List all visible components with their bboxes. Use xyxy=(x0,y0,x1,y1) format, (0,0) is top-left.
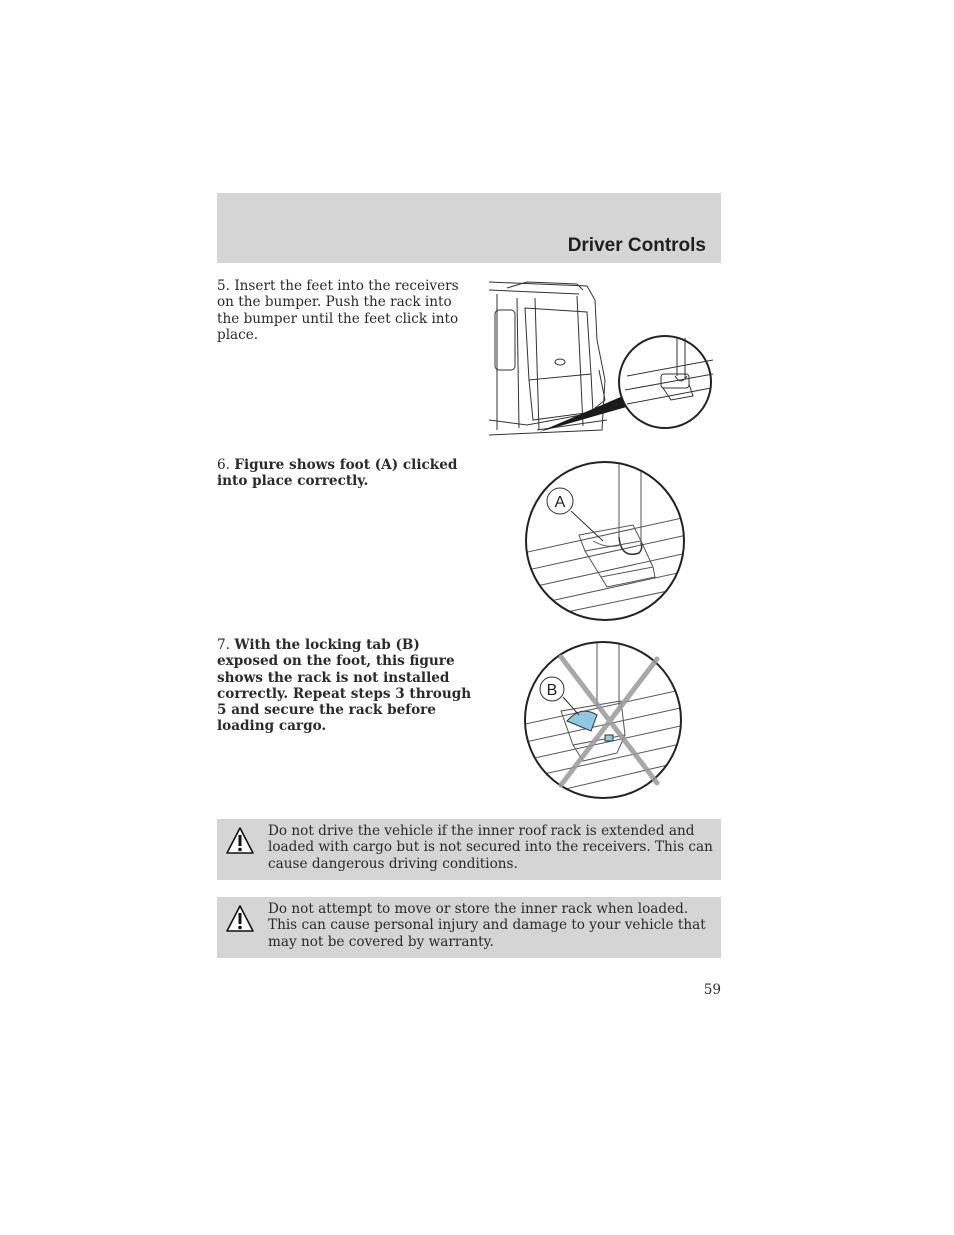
foot-b-incorrect-figure xyxy=(521,639,685,801)
step-6-text: Figure shows foot (A) clicked into place correctly. xyxy=(217,457,458,490)
step-5-number: 5. xyxy=(217,278,230,294)
step-7-number: 7. xyxy=(217,637,230,653)
section-header xyxy=(217,193,721,263)
warning-2-text: Do not attempt to move or store the inner rack when loaded. This can cause personal injury and damage to your vehicle that may not be covered by warranty. xyxy=(268,901,706,950)
step-5 xyxy=(217,278,472,343)
step-7-text: With the locking tab (B) exposed on the foot, this figure shows the rack is not installed correctly. Repeat steps 3 through 5 and secure the rack before loading cargo. xyxy=(217,637,472,735)
step-6-number: 6. xyxy=(217,457,230,473)
warning-box-2 xyxy=(217,897,721,958)
step-6 xyxy=(217,457,472,490)
warning-box-1 xyxy=(217,819,721,880)
label-a: A xyxy=(554,494,566,511)
warning-1-text: Do not drive the vehicle if the inner roof rack is extended and loaded with cargo but is not secured into the receivers. This can cause dangerous driving conditions. xyxy=(268,823,713,872)
warning-triangle-icon xyxy=(226,826,254,856)
section-title: Driver Controls xyxy=(567,235,706,256)
page-number: 59 xyxy=(703,982,721,998)
rack-install-figure xyxy=(487,280,721,440)
foot-a-correct-figure xyxy=(523,459,687,623)
warning-triangle-icon xyxy=(226,904,254,934)
label-b: B xyxy=(546,682,558,699)
step-7 xyxy=(217,637,472,735)
step-5-text: Insert the feet into the receivers on the bumper. Push the rack into the bumper until the feet click into place. xyxy=(217,278,459,343)
